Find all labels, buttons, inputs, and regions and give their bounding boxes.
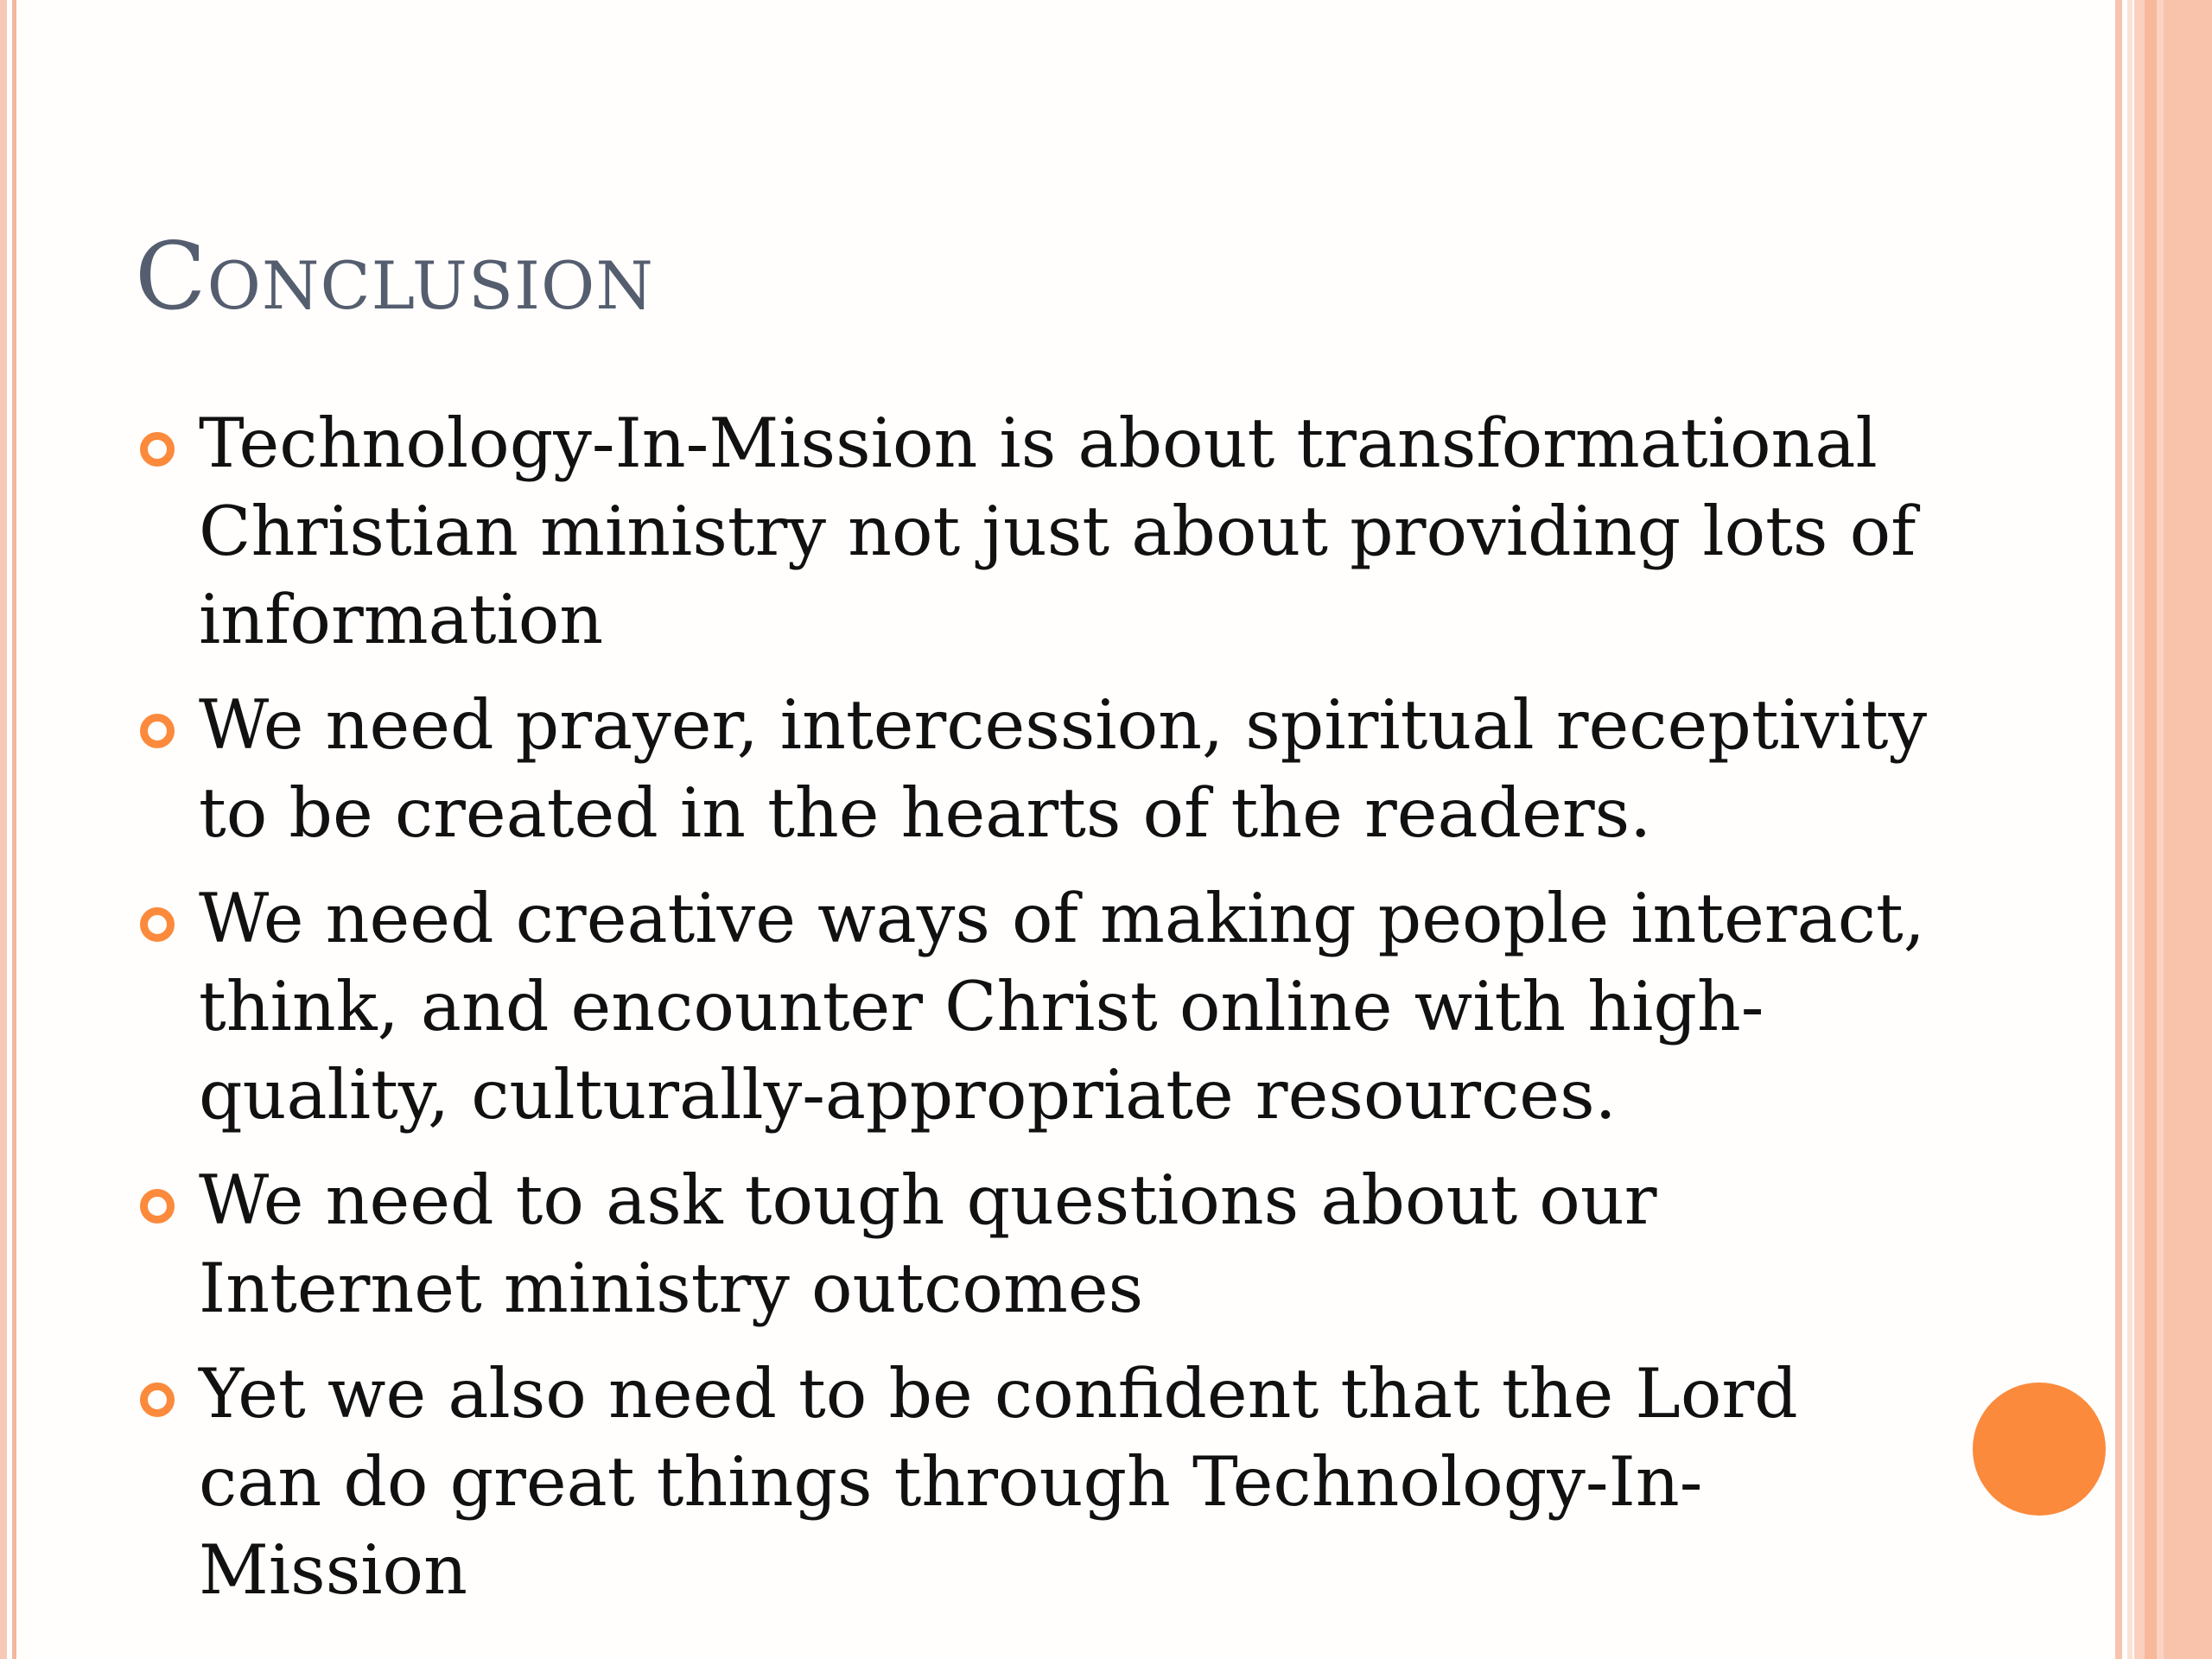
bullet-text: Technology-In-Mission is about transformational Christian ministry not just about providing lots of information xyxy=(199,404,1916,659)
slide-title: Conclusion xyxy=(135,223,654,331)
orange-circle-decoration xyxy=(1973,1382,2106,1516)
bullet-text: We need to ask tough questions about our Internet ministry outcomes xyxy=(199,1160,1657,1328)
left-border-line xyxy=(0,0,7,1659)
bullet-item xyxy=(135,399,1932,664)
bullet-item xyxy=(135,874,1932,1139)
left-border-line-inner xyxy=(12,0,16,1659)
circle-bullet-icon xyxy=(140,1382,175,1417)
bullet-list xyxy=(135,399,1932,1631)
right-border-band xyxy=(2134,0,2212,1659)
circle-bullet-icon xyxy=(140,907,175,942)
right-border-line-inner xyxy=(2127,0,2133,1659)
bullet-text: Yet we also need to be confident that the Lord can do great things through Technology-In-Mission xyxy=(199,1354,1798,1610)
bullet-text: We need prayer, intercession, spiritual receptivity to be created in the hearts of the readers. xyxy=(199,685,1928,853)
circle-bullet-icon xyxy=(140,1189,175,1224)
right-border-line xyxy=(2115,0,2122,1659)
bullet-item xyxy=(135,1156,1932,1332)
bullet-item xyxy=(135,681,1932,857)
bullet-item xyxy=(135,1350,1932,1614)
circle-bullet-icon xyxy=(140,714,175,748)
circle-bullet-icon xyxy=(140,432,175,467)
bullet-text: We need creative ways of making people interact, think, and encounter Christ online with high-quality, culturally-appropriate resources. xyxy=(199,879,1925,1135)
